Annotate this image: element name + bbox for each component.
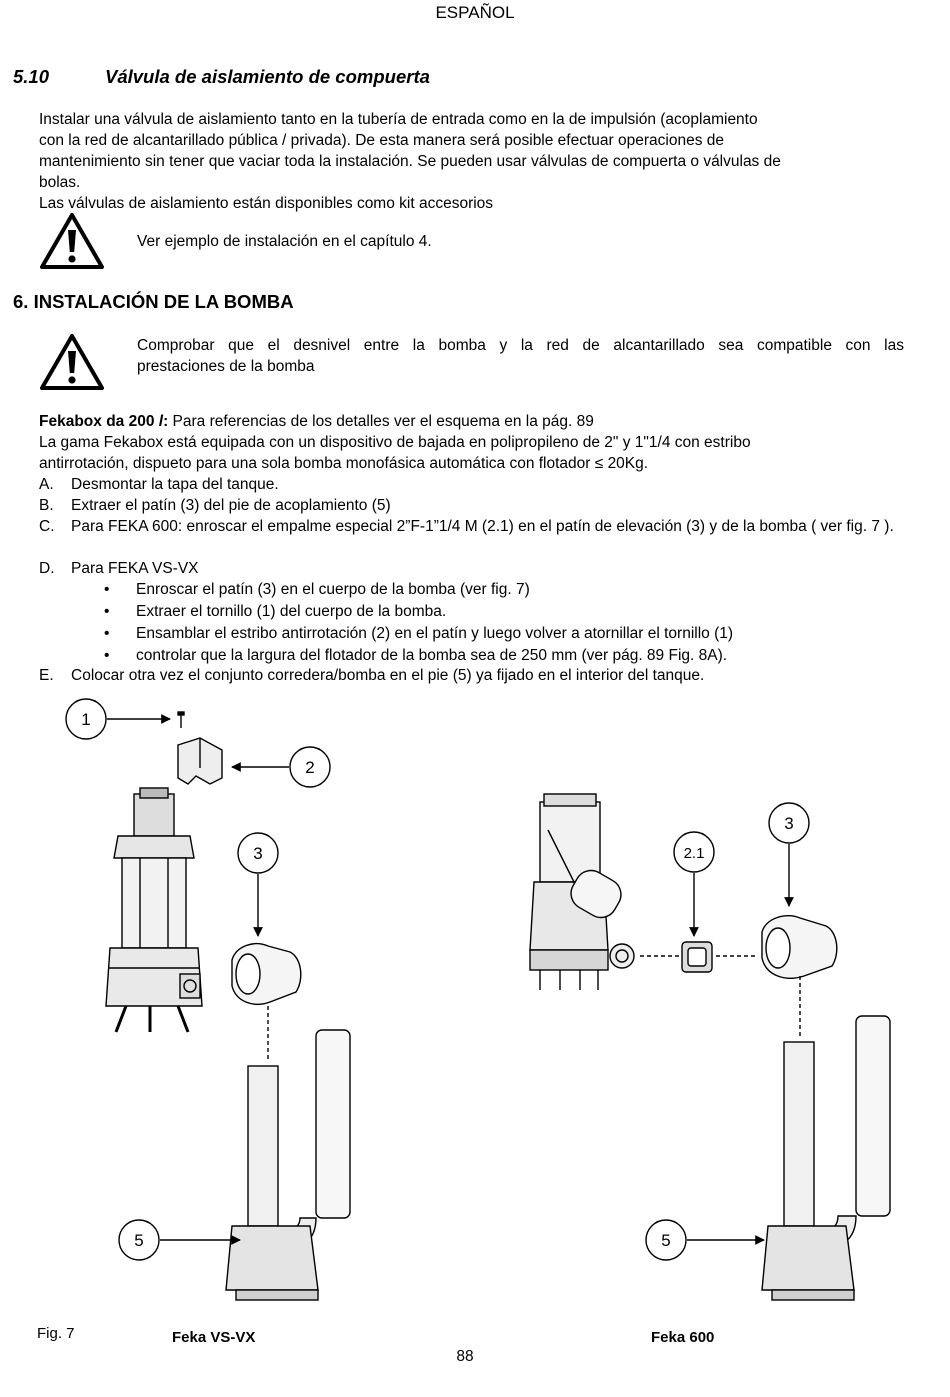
bullet-text: controlar que la largura del flotador de la bomba sea de 250 mm (ver pág. 89 Fig. 8A).	[136, 647, 728, 664]
step-text: Extraer el patín (3) del pie de acoplamiento (5)	[71, 497, 391, 514]
paragraph-line: bolas.	[39, 174, 81, 191]
feka-600-pump-drawing	[530, 794, 890, 1300]
step-a	[39, 474, 909, 495]
step-c	[39, 516, 909, 558]
paragraph-line: Las válvulas de aislamiento están disponibles como kit accesorios	[39, 195, 494, 212]
fekabox-line	[39, 411, 909, 432]
section-number: 5.10	[13, 66, 50, 87]
section-5-10-title	[13, 66, 430, 88]
callout-label: 5	[661, 1231, 671, 1250]
caption-feka-vs-vx: Feka VS-VX	[172, 1329, 256, 1346]
bullet-item	[104, 623, 884, 645]
bullet-item	[104, 579, 884, 601]
caption-feka-600: Feka 600	[651, 1329, 715, 1346]
bullet-text: Enroscar el patín (3) en el cuerpo de la bomba (ver fig. 7)	[136, 581, 530, 598]
feka-vs-vx-pump-drawing	[106, 712, 350, 1300]
fekabox-label: Fekabox da 200	[39, 413, 155, 430]
page-number: 88	[456, 1348, 474, 1365]
section-title-text: Válvula de aislamiento de compuerta	[105, 66, 430, 87]
bullet-text: Extraer el tornillo (1) del cuerpo de la bomba.	[136, 603, 447, 620]
fekabox-unit: l	[158, 413, 164, 430]
callout-label: 2	[305, 758, 315, 777]
callout-label: 1	[81, 710, 91, 729]
bullet-symbol: •	[104, 625, 110, 642]
page-header-language: ESPAÑOL	[435, 3, 515, 22]
range-paragraph	[39, 432, 909, 474]
fekabox-colon: :	[163, 413, 169, 430]
bullet-symbol: •	[104, 647, 110, 664]
range-line: La gama Fekabox está equipada con un dispositivo de bajada en polipropileno de 2" y 1"1/4 con estribo	[39, 434, 751, 451]
step-text: Para FEKA VS-VX	[71, 560, 199, 577]
fekabox-text: Para referencias de los detalles ver el esquema en la pág. 89	[168, 413, 594, 430]
step-letter: D.	[39, 560, 55, 577]
callout-label: 3	[784, 814, 794, 833]
paragraph-line: Instalar una válvula de aislamiento tanto en la tubería de entrada como en la de impulsión (acoplamiento	[39, 111, 758, 128]
step-e	[39, 665, 909, 686]
warning-line: Comprobar que el desnivel entre la bomba y la red de alcantarillado sea compatible con las	[137, 337, 904, 354]
bullet-text: Ensamblar el estribo antirrotación (2) en el patín y luego volver a atornillar el tornillo (1)	[136, 625, 734, 642]
step-letter: B.	[39, 497, 54, 514]
bullet-symbol: •	[104, 603, 110, 620]
warning-line: prestaciones de la bomba	[137, 358, 315, 375]
callout-label: 2.1	[683, 845, 705, 862]
pump-warning-text	[137, 335, 904, 377]
step-text: Para FEKA 600: enroscar el empalme especial 2”F-1”1/4 M (2.1) en el patín de elevación (3) y de la bomba ( ver fig. 7 ).	[71, 518, 894, 535]
callout-label: 5	[134, 1231, 144, 1250]
step-text: Desmontar la tapa del tanque.	[71, 476, 279, 493]
step-text: Colocar otra vez el conjunto corredera/bomba en el pie (5) ya fijado en el interior del tanque.	[71, 667, 705, 684]
section-6-title: 6. INSTALACIÓN DE LA BOMBA	[13, 291, 294, 312]
step-letter: A.	[39, 476, 54, 493]
callout-label: 3	[253, 844, 263, 863]
range-line: antirrotación, dispueto para una sola bomba monofásica automática con flotador ≤ 20Kg.	[39, 455, 649, 472]
figure-label: Fig. 7	[37, 1325, 75, 1342]
paragraph-line: mantenimiento sin tener que vaciar toda la instalación. Se pueden usar válvulas de compuerta o válvulas de	[39, 153, 781, 170]
paragraph-line: con la red de alcantarillado pública / privada). De esta manera será posible efectuar operaciones de	[39, 132, 724, 149]
warning-triangle-icon	[39, 212, 105, 270]
step-letter: C.	[39, 518, 55, 535]
warning-triangle-icon	[39, 333, 105, 391]
bullet-item	[104, 601, 884, 623]
step-letter: E.	[39, 667, 54, 684]
section-5-10-paragraph	[39, 109, 909, 214]
figure-7-illustration	[0, 690, 950, 1330]
step-b	[39, 495, 909, 516]
bullet-item	[104, 645, 884, 667]
warning-text: Ver ejemplo de instalación en el capítulo 4.	[137, 233, 432, 250]
step-d	[39, 558, 909, 579]
bullet-symbol: •	[104, 581, 110, 598]
